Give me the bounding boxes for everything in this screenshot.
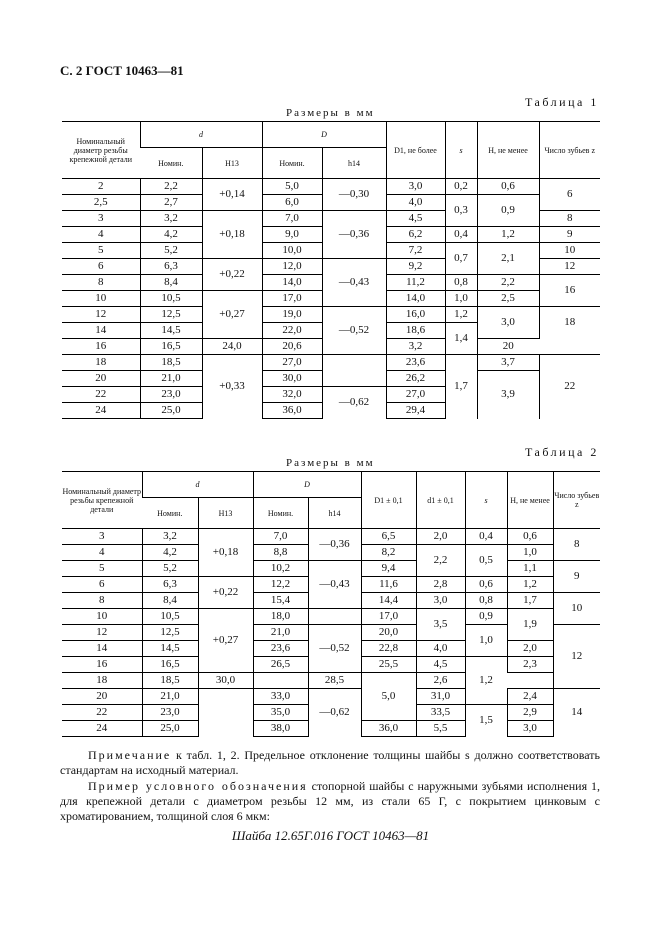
table-cell: 25,0: [140, 403, 202, 419]
table-cell: 23,6: [253, 641, 308, 657]
table-cell: 3,2: [140, 211, 202, 227]
t1-h-s: s: [445, 122, 477, 179]
table-cell: 22: [62, 387, 140, 403]
table-cell: 10: [539, 243, 600, 259]
table-cell: 12,0: [262, 259, 322, 275]
table-cell: 4,5: [386, 211, 445, 227]
table-cell: 22: [539, 355, 600, 419]
t2-h-s: s: [465, 472, 507, 529]
table-cell: 0,8: [465, 593, 507, 609]
table-cell: 3,5: [416, 609, 465, 641]
table-cell: 1,2: [465, 657, 507, 705]
table-cell: 12,5: [142, 625, 198, 641]
t2-h-D: D: [253, 472, 361, 498]
table-cell: 6,2: [386, 227, 445, 243]
table-cell: 10: [62, 609, 142, 625]
table-cell: 2,8: [416, 577, 465, 593]
table-cell: 1,0: [465, 625, 507, 657]
table-cell: 36,0: [361, 721, 416, 737]
table-cell: 17,0: [361, 609, 416, 625]
table-cell: 16,5: [140, 339, 202, 355]
table-cell: 15,4: [253, 593, 308, 609]
table-cell: 9: [553, 561, 600, 593]
table-cell: 0,4: [465, 529, 507, 545]
table-cell: 2,5: [477, 291, 539, 307]
table-cell: 21,0: [140, 371, 202, 387]
table-cell: 10,0: [262, 243, 322, 259]
table-cell: 18,5: [142, 673, 198, 689]
t1-h-h14: h14: [322, 148, 386, 179]
t1-h-d: d: [140, 122, 262, 148]
table-cell: 6: [62, 259, 140, 275]
table-cell: 3: [62, 211, 140, 227]
t2-h-h13: H13: [198, 498, 253, 529]
t1-h-D-nom: Номин.: [262, 148, 322, 179]
table-cell: 1,2: [445, 307, 477, 323]
table-cell: +0,18: [198, 529, 253, 577]
table-cell: 8: [62, 275, 140, 291]
table-cell: 2: [62, 179, 140, 195]
table-cell: +0,14: [202, 179, 262, 211]
table-cell: 14,5: [140, 323, 202, 339]
table-cell: 3,0: [386, 179, 445, 195]
table-cell: 16,0: [386, 307, 445, 323]
table-cell: [253, 673, 308, 689]
table-cell: 0,8: [445, 275, 477, 291]
t2-h-z: Число зубьев z: [553, 472, 600, 529]
table-cell: 3: [62, 529, 142, 545]
table-cell: 21,0: [142, 689, 198, 705]
table-cell: 4,0: [386, 195, 445, 211]
table-cell: 23,0: [142, 705, 198, 721]
table-cell: 26,2: [386, 371, 445, 387]
table-cell: 2,2: [416, 545, 465, 577]
table-cell: 20,0: [361, 625, 416, 641]
table-cell: 18,0: [253, 609, 308, 625]
table-cell: 9,4: [361, 561, 416, 577]
table-cell: 1,2: [477, 227, 539, 243]
table-cell: 20: [62, 371, 140, 387]
table-cell: 0,7: [445, 243, 477, 275]
note-paragraph: [60, 748, 600, 778]
table-cell: 14: [62, 323, 140, 339]
table-cell: 18,5: [140, 355, 202, 371]
table-cell: 7,0: [253, 529, 308, 545]
table-cell: 4: [62, 227, 140, 243]
table-cell: 24: [62, 721, 142, 737]
table-cell: 0,2: [445, 179, 477, 195]
table-cell: 4: [62, 545, 142, 561]
table-cell: 17,0: [262, 291, 322, 307]
table-cell: 2,0: [416, 529, 465, 545]
table-cell: 12: [62, 307, 140, 323]
t1-h-H: H, не менее: [477, 122, 539, 179]
table-cell: 36,0: [262, 403, 322, 419]
table-cell: 8,4: [142, 593, 198, 609]
table-cell: +0,18: [202, 211, 262, 259]
table-cell: 25,5: [361, 657, 416, 673]
table-cell: 0,5: [465, 545, 507, 577]
table-cell: 3,9: [477, 371, 539, 419]
table-cell: +0,22: [198, 577, 253, 609]
table-cell: [322, 355, 386, 387]
table-cell: 1,0: [445, 291, 477, 307]
table-cell: +0,22: [202, 259, 262, 291]
table-cell: +0,27: [202, 291, 262, 339]
table-cell: [308, 609, 361, 625]
table-cell: 11,2: [386, 275, 445, 291]
table-cell: 19,0: [262, 307, 322, 323]
table-cell: 10: [62, 291, 140, 307]
table-cell: —0,52: [308, 625, 361, 673]
table-cell: 33,5: [416, 705, 465, 721]
table-cell: 1,0: [507, 545, 553, 561]
table-cell: 29,4: [386, 403, 445, 419]
table-cell: 4,2: [140, 227, 202, 243]
table-cell: 16,5: [142, 657, 198, 673]
table-cell: 2,2: [140, 179, 202, 195]
table-cell: 30,0: [198, 673, 253, 689]
table-cell: 2,6: [416, 673, 465, 689]
table-cell: —0,52: [322, 307, 386, 355]
table-cell: 22: [62, 705, 142, 721]
table-cell: 1,5: [465, 705, 507, 737]
table-cell: 1,1: [507, 561, 553, 577]
t2-h-h14: h14: [308, 498, 361, 529]
example-paragraph: [60, 779, 600, 824]
table-cell: 32,0: [262, 387, 322, 403]
table-cell: 14,4: [361, 593, 416, 609]
table-cell: 2,3: [507, 657, 553, 673]
table-cell: —0,43: [322, 259, 386, 307]
table-cell: 0,3: [445, 195, 477, 227]
table-cell: 2,5: [62, 195, 140, 211]
t2-h-D1: D1 ± 0,1: [361, 472, 416, 529]
table-cell: 0,9: [465, 609, 507, 625]
table-cell: 8,4: [140, 275, 202, 291]
table-cell: 0,4: [445, 227, 477, 243]
table-cell: 21,0: [253, 625, 308, 641]
table-cell: 10,5: [140, 291, 202, 307]
table-cell: 1,7: [507, 593, 553, 609]
t2-h-d-nom: Номин.: [157, 508, 183, 518]
table-cell: 2,2: [477, 275, 539, 291]
table-cell: 2,9: [507, 705, 553, 721]
table-cell: 12,2: [253, 577, 308, 593]
table-cell: 4,0: [416, 641, 465, 657]
t2-h-d1: d1 ± 0,1: [416, 472, 465, 529]
table-cell: 14: [553, 689, 600, 737]
table-cell: 8: [553, 529, 600, 561]
table-cell: 24,0: [202, 339, 262, 355]
t1-h-d-nom: Номин.: [158, 158, 184, 168]
table-cell: 5,2: [140, 243, 202, 259]
t2-h-H: H, не менее: [507, 472, 553, 529]
table-cell: 0,6: [477, 179, 539, 195]
table-cell: 3,0: [507, 721, 553, 737]
table-cell: 18,6: [386, 323, 445, 339]
table-cell: 16: [539, 275, 600, 307]
table-cell: 31,0: [416, 689, 465, 705]
t1-h-h13: H13: [202, 148, 262, 179]
table-cell: 3,2: [142, 529, 198, 545]
note-label: Примечание: [88, 748, 172, 762]
table-cell: 12: [539, 259, 600, 275]
table2: [62, 471, 600, 737]
table2-subtitle: Размеры в мм: [286, 457, 375, 469]
table-cell: 12: [62, 625, 142, 641]
table-cell: 9,2: [386, 259, 445, 275]
table-cell: 6: [539, 179, 600, 211]
table-cell: 14: [62, 641, 142, 657]
table-cell: +0,33: [202, 355, 262, 419]
table-cell: 5,0: [262, 179, 322, 195]
table-cell: 2,1: [477, 243, 539, 275]
table-cell: 5,5: [416, 721, 465, 737]
designation-example: Шайба 12.65Г.016 ГОСТ 10463—81: [231, 828, 430, 843]
table-cell: 3,0: [477, 307, 539, 339]
table-cell: 0,6: [465, 577, 507, 593]
table-cell: 5,2: [142, 561, 198, 577]
table-cell: 1,4: [445, 323, 477, 355]
table-cell: 20: [62, 689, 142, 705]
table-cell: —0,62: [308, 689, 361, 737]
table-cell: 18: [539, 307, 600, 339]
table-cell: 8: [62, 593, 142, 609]
t1-h-z: Число зубьев z: [539, 122, 600, 179]
table-cell: 4,5: [416, 657, 465, 673]
table-cell: 9,0: [262, 227, 322, 243]
table-cell: 2,4: [507, 689, 553, 705]
table-cell: 20: [477, 339, 539, 355]
t1-h-d1: D1, не более: [386, 122, 445, 179]
table-cell: 27,0: [262, 355, 322, 371]
table-cell: —0,36: [322, 211, 386, 259]
table-cell: 20,6: [262, 339, 322, 355]
table-cell: 6: [62, 577, 142, 593]
table-cell: 9: [539, 227, 600, 243]
table-cell: 2,7: [140, 195, 202, 211]
table-cell: 38,0: [253, 721, 308, 737]
table-cell: 12: [553, 625, 600, 689]
table-cell: 23,0: [140, 387, 202, 403]
table-cell: 25,0: [142, 721, 198, 737]
table-cell: 26,5: [253, 657, 308, 673]
table-cell: 28,5: [308, 673, 361, 689]
table-cell: 10: [553, 593, 600, 625]
table-cell: 24: [62, 403, 140, 419]
table-cell: 23,6: [386, 355, 445, 371]
t2-h-col1: Номинальный диаметр резьбы крепежной детали: [62, 472, 142, 529]
table-cell: 35,0: [253, 705, 308, 721]
table-cell: 7,0: [262, 211, 322, 227]
example-label: Пример условного обозначения: [88, 779, 308, 793]
table-cell: 30,0: [262, 371, 322, 387]
table-cell: 14,0: [262, 275, 322, 291]
table-cell: 1,2: [507, 577, 553, 593]
table-cell: 4,2: [142, 545, 198, 561]
table-cell: 18: [62, 673, 142, 689]
example-text: стопорной шайбы с наружными зубьями исполнения 1, для крепежной детали с диаметром резьбы 12 мм, из стали 65 Г, с покрытием цинковым с хроматированием, толщиной слоя 6 мкм:: [60, 779, 601, 823]
table-cell: —0,30: [322, 179, 386, 211]
table-cell: 5,0: [361, 673, 416, 721]
table1: [62, 121, 600, 419]
t2-h-d: d: [142, 472, 253, 498]
t1-h-col1: Номинальный диаметр резьбы крепежной детали: [62, 122, 140, 179]
page-header: С. 2 ГОСТ 10463—81: [60, 63, 184, 78]
table-cell: 27,0: [386, 387, 445, 403]
table-cell: 5: [62, 561, 142, 577]
table1-caption: Таблица 1: [525, 95, 599, 109]
note-text: к табл. 1, 2. Предельное отклонение толщины шайбы s должно соответствовать стандартам на исходный материал.: [60, 748, 600, 777]
table-cell: —0,43: [308, 561, 361, 609]
table-cell: 8: [539, 211, 600, 227]
table-cell: 3,0: [416, 593, 465, 609]
t1-h-D: D: [262, 122, 386, 148]
table-cell: 6,0: [262, 195, 322, 211]
table-cell: 14,5: [142, 641, 198, 657]
table-cell: —0,36: [308, 529, 361, 561]
table-cell: [198, 689, 253, 737]
table-cell: 12,5: [140, 307, 202, 323]
table-cell: 3,2: [386, 339, 445, 355]
table-cell: 1,7: [445, 355, 477, 419]
table2-caption: Таблица 2: [525, 445, 599, 459]
table-cell: 10,5: [142, 609, 198, 625]
table-cell: 16: [62, 657, 142, 673]
table1-subtitle: Размеры в мм: [286, 107, 375, 119]
table-cell: 6,5: [361, 529, 416, 545]
table-cell: 5: [62, 243, 140, 259]
table-cell: 11,6: [361, 577, 416, 593]
table-cell: 22,0: [262, 323, 322, 339]
table-cell: 3,7: [477, 355, 539, 371]
table-cell: 8,2: [361, 545, 416, 561]
table-cell: 1,9: [507, 609, 553, 641]
table-cell: 18: [62, 355, 140, 371]
table-cell: +0,27: [198, 609, 253, 673]
table-cell: 22,8: [361, 641, 416, 657]
table-cell: 6,3: [140, 259, 202, 275]
table-cell: 0,6: [507, 529, 553, 545]
table-cell: 10,2: [253, 561, 308, 577]
table-cell: 8,8: [253, 545, 308, 561]
t2-h-D-nom: Номин.: [253, 498, 308, 529]
table-cell: 0,9: [477, 195, 539, 227]
table-cell: 6,3: [142, 577, 198, 593]
table-cell: 33,0: [253, 689, 308, 705]
table-cell: 14,0: [386, 291, 445, 307]
table-cell: —0,62: [322, 387, 386, 419]
table-cell: 16: [62, 339, 140, 355]
table-cell: 2,0: [507, 641, 553, 657]
table-cell: 7,2: [386, 243, 445, 259]
